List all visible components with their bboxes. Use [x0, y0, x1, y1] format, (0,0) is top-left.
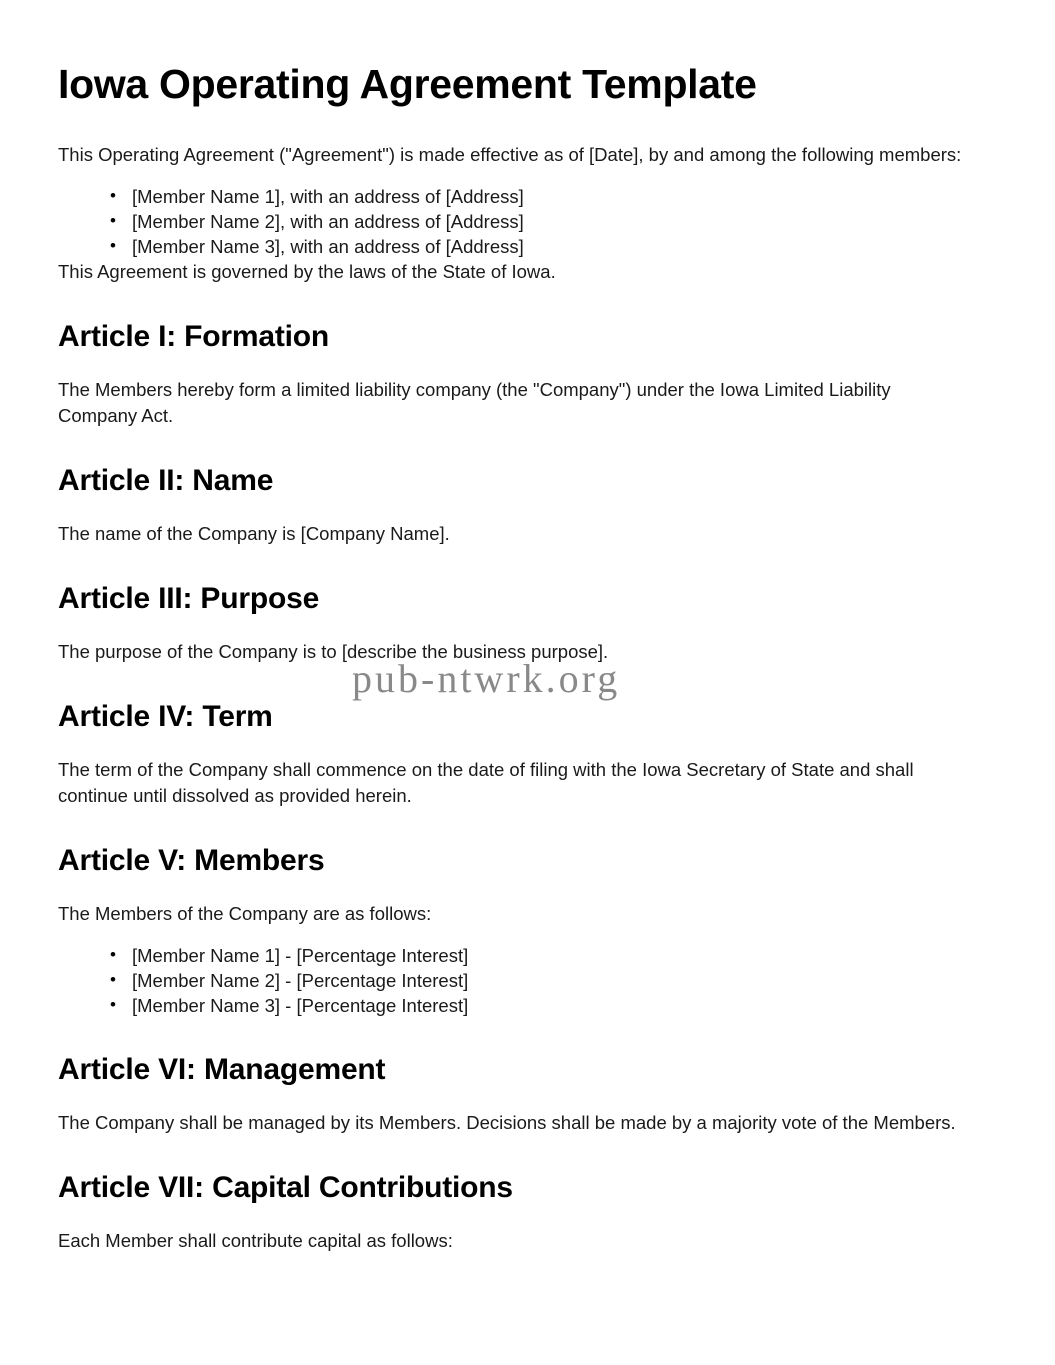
list-item: • [Member Name 1] - [Percentage Interest] — [110, 943, 965, 968]
member-interest-list — [58, 943, 965, 1018]
article-heading-ii: Article II: Name — [58, 464, 274, 498]
article-body-vii: Each Member shall contribute capital as follows: — [58, 1230, 453, 1252]
article-heading-vi: Article VI: Management — [58, 1053, 386, 1087]
list-item: • [Member Name 2], with an address of [Address] — [110, 209, 965, 234]
article-body-v: The Members of the Company are as follows: — [58, 903, 432, 925]
list-item: • [Member Name 3], with an address of [Address] — [110, 234, 965, 259]
governing-law-paragraph: This Agreement is governed by the laws of the State of Iowa. — [58, 261, 556, 283]
article-heading-iv: Article IV: Term — [58, 700, 273, 734]
list-item: • [Member Name 3] - [Percentage Interest] — [110, 993, 965, 1018]
article-heading-vii: Article VII: Capital Contributions — [58, 1171, 513, 1205]
intro-paragraph: This Operating Agreement ("Agreement") is made effective as of [Date], by and among the following members: — [58, 144, 962, 166]
article-heading-iii: Article III: Purpose — [58, 582, 320, 616]
article-body-ii: The name of the Company is [Company Name]. — [58, 523, 450, 545]
list-item: • [Member Name 2] - [Percentage Interest] — [110, 968, 965, 993]
watermark: pub-ntwrk.org — [352, 656, 621, 701]
list-item: • [Member Name 1], with an address of [Address] — [110, 184, 965, 209]
page-title: Iowa Operating Agreement Template — [58, 61, 757, 107]
article-body-i: The Members hereby form a limited liability company (the "Company") under the Iowa Limited Liability Company Act. — [58, 379, 891, 427]
article-body-vi: The Company shall be managed by its Members. Decisions shall be made by a majority vote of the Members. — [58, 1112, 956, 1134]
article-body-iii: The purpose of the Company is to [describe the business purpose]. — [58, 641, 609, 663]
member-address-list — [58, 184, 965, 259]
article-heading-v: Article V: Members — [58, 844, 325, 878]
article-heading-i: Article I: Formation — [58, 320, 330, 354]
article-body-iv: The term of the Company shall commence on the date of filing with the Iowa Secretary of State and shall continue until dissolved as provided herein. — [58, 759, 914, 807]
